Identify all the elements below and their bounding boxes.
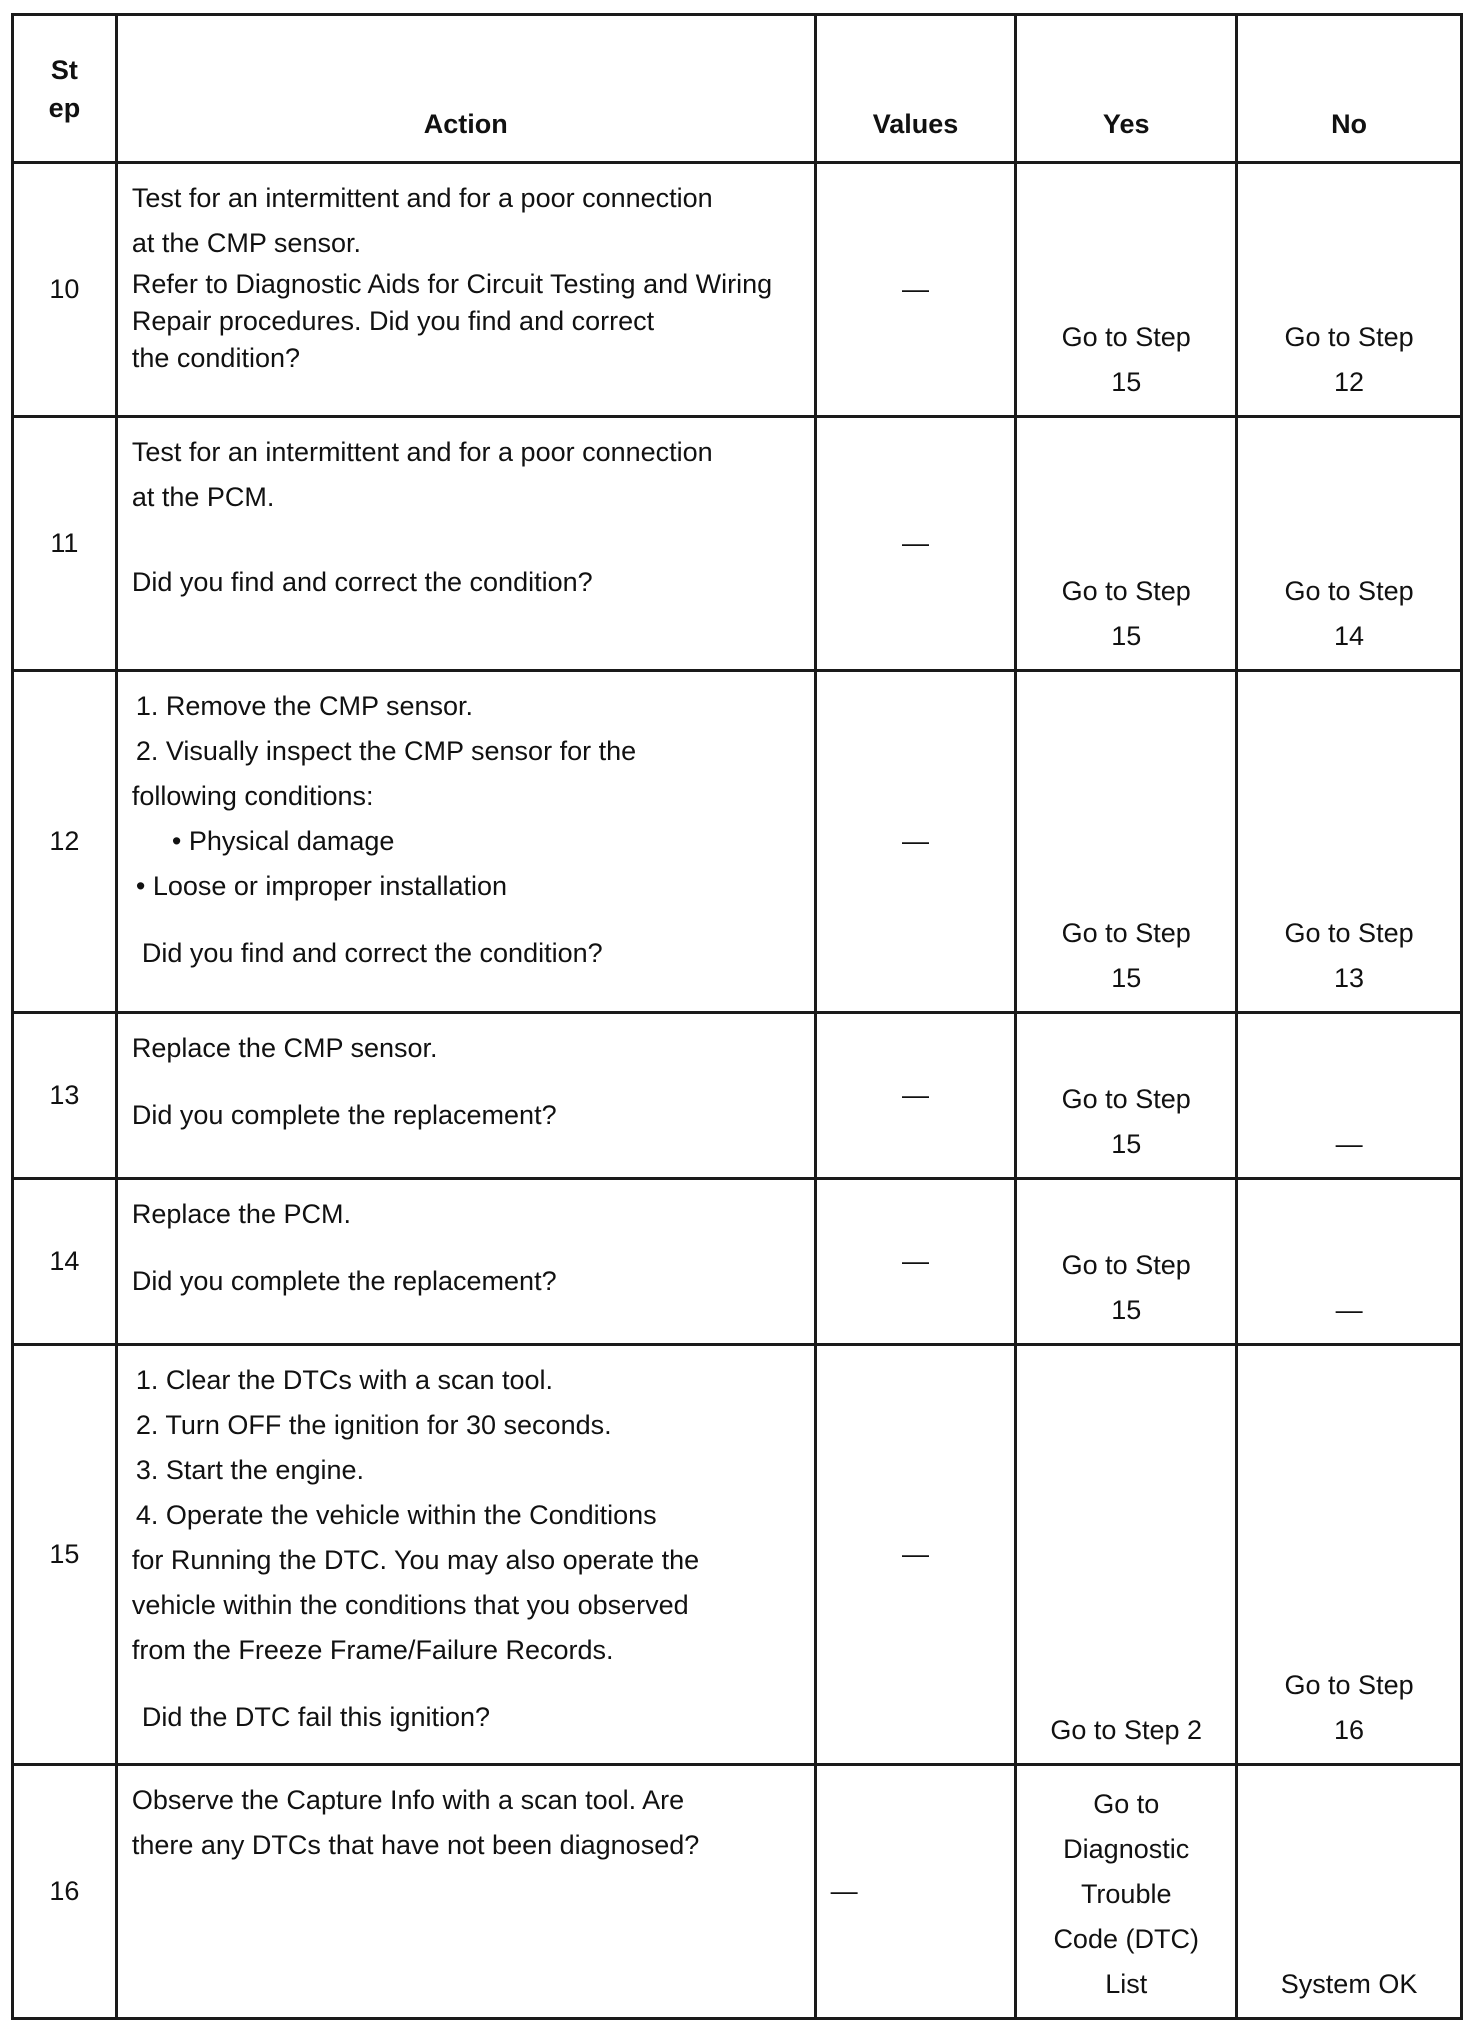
no-cell: Go to Step 12 [1237,163,1462,417]
values-cell: — [815,671,1016,1013]
action-cell: Replace the PCM. Did you complete the replacement? [116,1179,815,1345]
step-number: 16 [13,1765,117,2019]
yes-cell: Go to Step 15 [1016,671,1237,1013]
table-row [13,163,1462,417]
action-cell: 1. Clear the DTCs with a scan tool. 2. Turn OFF the ignition for 30 seconds. 3. Start the engine. 4. Operate the vehicle within the Conditions for Running the DTC. You may also operate the vehicle within the conditions that you observed from the Freeze Frame/Failure Records. Did the DTC fail this ignition? [116,1345,815,1765]
yes-cell: Go to Step 15 [1016,417,1237,671]
step-number: 10 [13,163,117,417]
header-no: No [1237,15,1462,163]
no-cell: — [1237,1179,1462,1345]
yes-cell: Go to Step 15 [1016,163,1237,417]
action-cell: Test for an intermittent and for a poor connection at the CMP sensor. Refer to Diagnostic Aids for Circuit Testing and Wiring Repair procedures. Did you find and correct the condition? [116,163,815,417]
values-cell: — [815,1013,1016,1179]
table-row [13,1013,1462,1179]
header-yes: Yes [1016,15,1237,163]
action-cell: 1. Remove the CMP sensor. 2. Visually inspect the CMP sensor for the following conditions: • Physical damage • Loose or improper installation Did you find and correct the condition? [116,671,815,1013]
yes-cell: Go to Diagnostic Trouble Code (DTC) List [1016,1765,1237,2019]
table-row [13,671,1462,1013]
no-cell: — [1237,1013,1462,1179]
action-cell: Test for an intermittent and for a poor connection at the PCM. Did you find and correct the condition? [116,417,815,671]
header-values: Values [815,15,1016,163]
diagnostic-table [11,13,1463,2020]
no-cell: Go to Step 13 [1237,671,1462,1013]
header-row [13,15,1462,163]
no-cell: Go to Step 14 [1237,417,1462,671]
header-action: Action [116,15,815,163]
step-number: 13 [13,1013,117,1179]
values-cell: — [815,1345,1016,1765]
values-cell: — [815,1179,1016,1345]
action-cell: Replace the CMP sensor. Did you complete the replacement? [116,1013,815,1179]
table-row [13,1765,1462,2019]
table-row [13,1345,1462,1765]
table-row [13,1179,1462,1345]
step-number: 11 [13,417,117,671]
no-cell: Go to Step 16 [1237,1345,1462,1765]
step-number: 12 [13,671,117,1013]
yes-cell: Go to Step 15 [1016,1013,1237,1179]
no-cell: System OK [1237,1765,1462,2019]
values-cell: — [815,163,1016,417]
table-row [13,417,1462,671]
step-number: 14 [13,1179,117,1345]
values-cell: — [815,1765,1016,2019]
values-cell: — [815,417,1016,671]
step-number: 15 [13,1345,117,1765]
action-cell: Observe the Capture Info with a scan tool. Are there any DTCs that have not been diagnosed? [116,1765,815,2019]
yes-cell: Go to Step 2 [1016,1345,1237,1765]
header-step: St ep [13,15,117,163]
yes-cell: Go to Step 15 [1016,1179,1237,1345]
